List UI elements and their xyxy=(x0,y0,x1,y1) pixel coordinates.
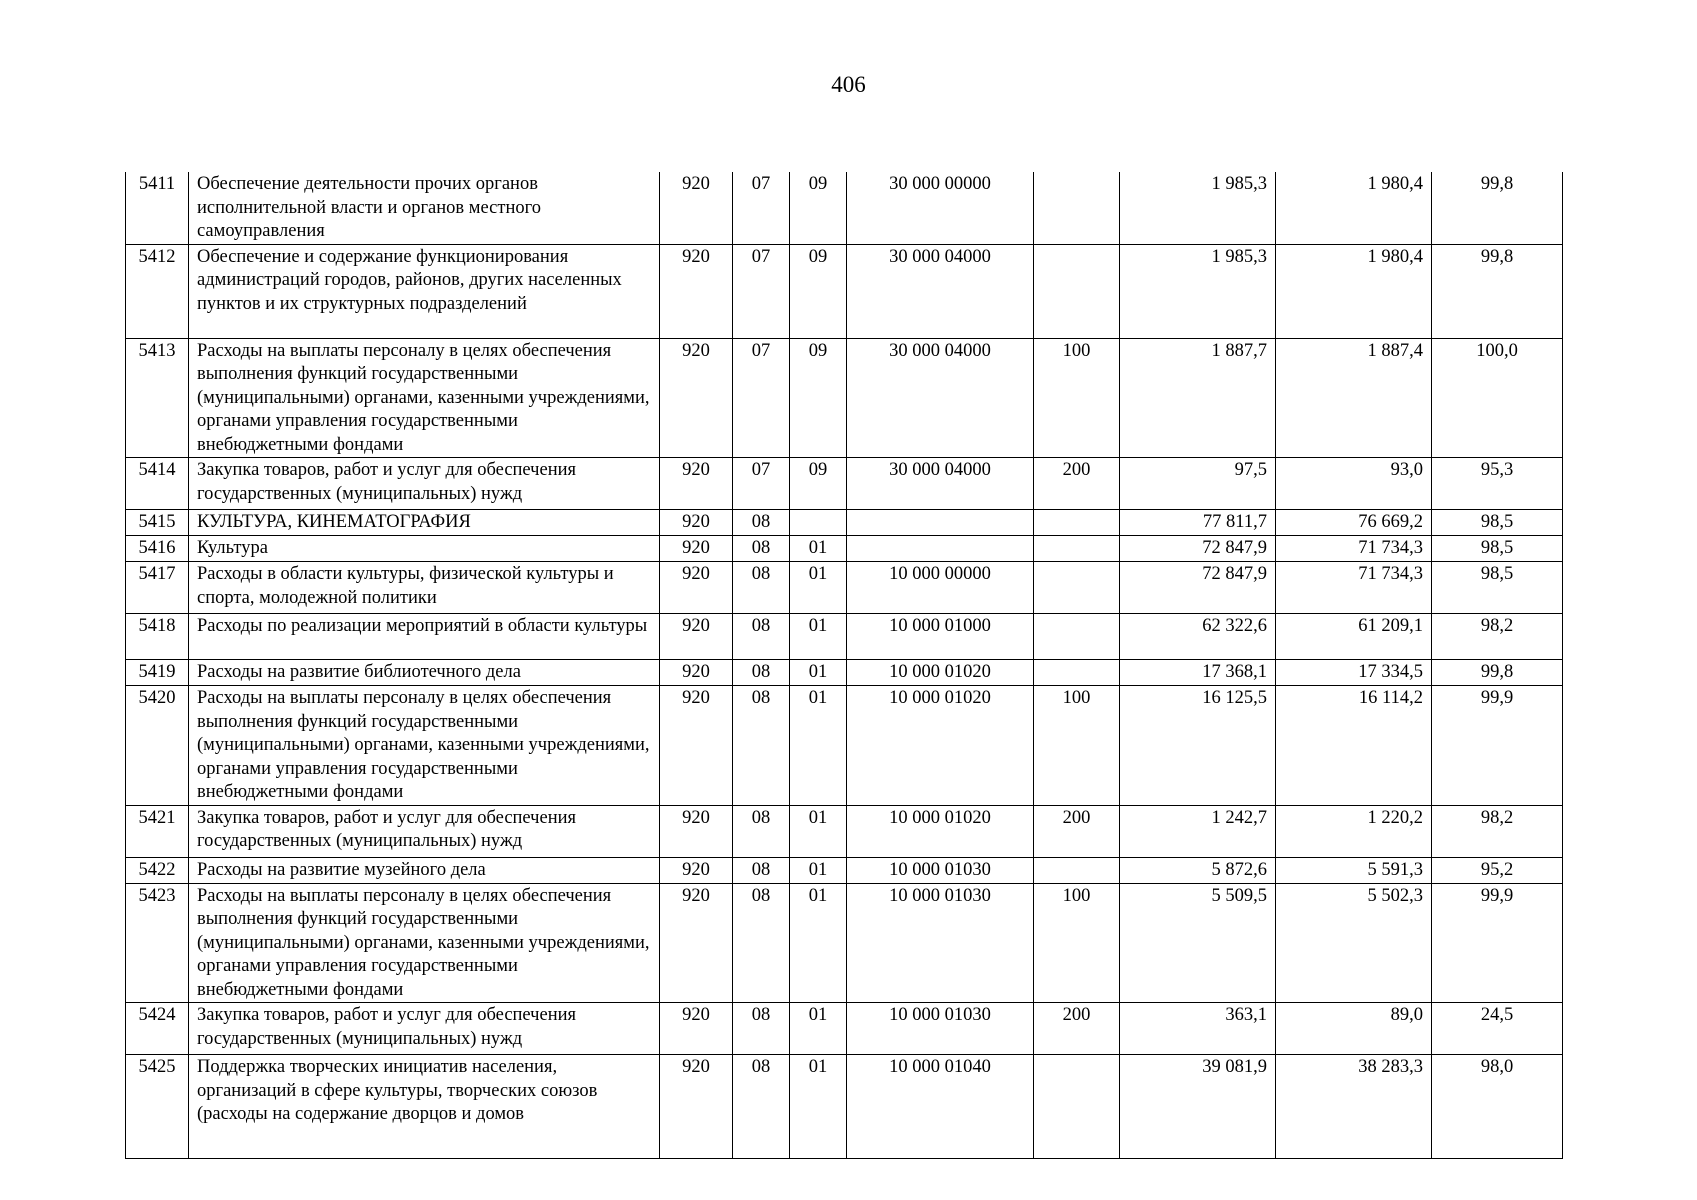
planned-amount-cell: 5 509,5 xyxy=(1120,883,1276,1003)
actual-amount-cell: 5 591,3 xyxy=(1276,857,1432,883)
section-code-cell: 07 xyxy=(733,458,790,510)
admin-code-cell: 920 xyxy=(660,857,733,883)
execution-percent-cell: 99,8 xyxy=(1432,172,1563,244)
section-code-cell: 07 xyxy=(733,338,790,458)
admin-code-cell: 920 xyxy=(660,805,733,857)
subsection-code-cell: 01 xyxy=(790,805,847,857)
section-code-cell: 08 xyxy=(733,1003,790,1055)
row-number-cell: 5412 xyxy=(126,244,189,338)
subsection-code-cell: 09 xyxy=(790,458,847,510)
section-code-cell: 08 xyxy=(733,614,790,660)
table-row xyxy=(126,458,1563,510)
expense-name-cell: Поддержка творческих инициатив населения, организаций в сфере культуры, творческих союзов (расходы на содержание дворцов и домов xyxy=(189,1055,660,1159)
expense-name-cell: Расходы на выплаты персоналу в целях обеспечения выполнения функций государственными (муниципальными) органами, казенными учреждениями, органами управления государственными внебюджетными фондами xyxy=(189,883,660,1003)
row-number-cell: 5421 xyxy=(126,805,189,857)
target-item-cell: 30 000 00000 xyxy=(847,172,1034,244)
table-row xyxy=(126,660,1563,686)
expense-name-cell: КУЛЬТУРА, КИНЕМАТОГРАФИЯ xyxy=(189,510,660,536)
planned-amount-cell: 1 985,3 xyxy=(1120,172,1276,244)
section-code-cell: 08 xyxy=(733,536,790,562)
row-number-cell: 5415 xyxy=(126,510,189,536)
execution-percent-cell: 24,5 xyxy=(1432,1003,1563,1055)
expense-type-cell xyxy=(1034,510,1120,536)
expense-name-cell: Расходы на выплаты персоналу в целях обеспечения выполнения функций государственными (муниципальными) органами, казенными учреждениями, органами управления государственными внебюджетными фондами xyxy=(189,686,660,806)
section-code-cell: 08 xyxy=(733,883,790,1003)
subsection-code-cell: 01 xyxy=(790,660,847,686)
planned-amount-cell: 39 081,9 xyxy=(1120,1055,1276,1159)
table-row xyxy=(126,338,1563,458)
section-code-cell: 08 xyxy=(733,805,790,857)
section-code-cell: 08 xyxy=(733,1055,790,1159)
actual-amount-cell: 16 114,2 xyxy=(1276,686,1432,806)
planned-amount-cell: 17 368,1 xyxy=(1120,660,1276,686)
table-row xyxy=(126,883,1563,1003)
admin-code-cell: 920 xyxy=(660,686,733,806)
expense-type-cell: 200 xyxy=(1034,458,1120,510)
actual-amount-cell: 76 669,2 xyxy=(1276,510,1432,536)
table-row xyxy=(126,562,1563,614)
planned-amount-cell: 72 847,9 xyxy=(1120,536,1276,562)
expense-name-cell: Обеспечение деятельности прочих органов исполнительной власти и органов местного самоуправления xyxy=(189,172,660,244)
expense-name-cell: Закупка товаров, работ и услуг для обеспечения государственных (муниципальных) нужд xyxy=(189,1003,660,1055)
execution-percent-cell: 100,0 xyxy=(1432,338,1563,458)
admin-code-cell: 920 xyxy=(660,660,733,686)
actual-amount-cell: 71 734,3 xyxy=(1276,562,1432,614)
table-row xyxy=(126,857,1563,883)
subsection-code-cell: 09 xyxy=(790,172,847,244)
admin-code-cell: 920 xyxy=(660,536,733,562)
row-number-cell: 5425 xyxy=(126,1055,189,1159)
execution-percent-cell: 95,2 xyxy=(1432,857,1563,883)
subsection-code-cell: 01 xyxy=(790,614,847,660)
table-row xyxy=(126,510,1563,536)
budget-table xyxy=(125,172,1563,1159)
target-item-cell: 10 000 01020 xyxy=(847,660,1034,686)
planned-amount-cell: 97,5 xyxy=(1120,458,1276,510)
expense-type-cell: 100 xyxy=(1034,883,1120,1003)
expense-type-cell xyxy=(1034,614,1120,660)
table-row xyxy=(126,1055,1563,1159)
table-row xyxy=(126,1003,1563,1055)
subsection-code-cell: 01 xyxy=(790,857,847,883)
table-row xyxy=(126,172,1563,244)
subsection-code-cell: 01 xyxy=(790,562,847,614)
expense-name-cell: Закупка товаров, работ и услуг для обеспечения государственных (муниципальных) нужд xyxy=(189,805,660,857)
subsection-code-cell: 01 xyxy=(790,883,847,1003)
admin-code-cell: 920 xyxy=(660,562,733,614)
section-code-cell: 08 xyxy=(733,686,790,806)
expense-name-cell: Расходы в области культуры, физической культуры и спорта, молодежной политики xyxy=(189,562,660,614)
actual-amount-cell: 1 887,4 xyxy=(1276,338,1432,458)
actual-amount-cell: 71 734,3 xyxy=(1276,536,1432,562)
planned-amount-cell: 72 847,9 xyxy=(1120,562,1276,614)
target-item-cell: 30 000 04000 xyxy=(847,244,1034,338)
admin-code-cell: 920 xyxy=(660,614,733,660)
execution-percent-cell: 98,5 xyxy=(1432,510,1563,536)
page-number: 406 xyxy=(831,72,866,97)
admin-code-cell: 920 xyxy=(660,244,733,338)
row-number-cell: 5424 xyxy=(126,1003,189,1055)
row-number-cell: 5419 xyxy=(126,660,189,686)
planned-amount-cell: 1 887,7 xyxy=(1120,338,1276,458)
subsection-code-cell: 01 xyxy=(790,536,847,562)
execution-percent-cell: 99,8 xyxy=(1432,660,1563,686)
section-code-cell: 08 xyxy=(733,660,790,686)
execution-percent-cell: 98,0 xyxy=(1432,1055,1563,1159)
expense-type-cell xyxy=(1034,1055,1120,1159)
table-row xyxy=(126,536,1563,562)
table-row xyxy=(126,614,1563,660)
admin-code-cell: 920 xyxy=(660,338,733,458)
target-item-cell: 30 000 04000 xyxy=(847,458,1034,510)
target-item-cell: 10 000 01020 xyxy=(847,686,1034,806)
subsection-code-cell: 09 xyxy=(790,244,847,338)
target-item-cell: 10 000 01040 xyxy=(847,1055,1034,1159)
actual-amount-cell: 38 283,3 xyxy=(1276,1055,1432,1159)
expense-name-cell: Обеспечение и содержание функционирования администраций городов, районов, других населенных пунктов и их структурных подразделений xyxy=(189,244,660,338)
actual-amount-cell: 1 980,4 xyxy=(1276,172,1432,244)
planned-amount-cell: 5 872,6 xyxy=(1120,857,1276,883)
table-body xyxy=(126,172,1563,1159)
section-code-cell: 08 xyxy=(733,562,790,614)
admin-code-cell: 920 xyxy=(660,883,733,1003)
execution-percent-cell: 99,9 xyxy=(1432,686,1563,806)
row-number-cell: 5411 xyxy=(126,172,189,244)
actual-amount-cell: 17 334,5 xyxy=(1276,660,1432,686)
row-number-cell: 5420 xyxy=(126,686,189,806)
section-code-cell: 08 xyxy=(733,857,790,883)
planned-amount-cell: 363,1 xyxy=(1120,1003,1276,1055)
expense-type-cell xyxy=(1034,562,1120,614)
planned-amount-cell: 1 985,3 xyxy=(1120,244,1276,338)
target-item-cell: 10 000 01020 xyxy=(847,805,1034,857)
row-number-cell: 5417 xyxy=(126,562,189,614)
actual-amount-cell: 1 220,2 xyxy=(1276,805,1432,857)
execution-percent-cell: 98,2 xyxy=(1432,614,1563,660)
subsection-code-cell: 01 xyxy=(790,1055,847,1159)
expense-type-cell xyxy=(1034,660,1120,686)
expense-name-cell: Расходы на развитие библиотечного дела xyxy=(189,660,660,686)
target-item-cell: 10 000 01030 xyxy=(847,883,1034,1003)
row-number-cell: 5422 xyxy=(126,857,189,883)
planned-amount-cell: 77 811,7 xyxy=(1120,510,1276,536)
subsection-code-cell xyxy=(790,510,847,536)
expense-type-cell: 200 xyxy=(1034,1003,1120,1055)
expense-name-cell: Закупка товаров, работ и услуг для обеспечения государственных (муниципальных) нужд xyxy=(189,458,660,510)
target-item-cell xyxy=(847,536,1034,562)
admin-code-cell: 920 xyxy=(660,1003,733,1055)
expense-type-cell: 100 xyxy=(1034,686,1120,806)
row-number-cell: 5414 xyxy=(126,458,189,510)
subsection-code-cell: 01 xyxy=(790,686,847,806)
expense-name-cell: Расходы на выплаты персоналу в целях обеспечения выполнения функций государственными (муниципальными) органами, казенными учреждениями, органами управления государственными внебюджетными фондами xyxy=(189,338,660,458)
execution-percent-cell: 98,2 xyxy=(1432,805,1563,857)
admin-code-cell: 920 xyxy=(660,1055,733,1159)
target-item-cell: 10 000 00000 xyxy=(847,562,1034,614)
table-row xyxy=(126,805,1563,857)
execution-percent-cell: 99,8 xyxy=(1432,244,1563,338)
target-item-cell: 10 000 01030 xyxy=(847,857,1034,883)
subsection-code-cell: 09 xyxy=(790,338,847,458)
table-row xyxy=(126,244,1563,338)
execution-percent-cell: 99,9 xyxy=(1432,883,1563,1003)
row-number-cell: 5423 xyxy=(126,883,189,1003)
actual-amount-cell: 1 980,4 xyxy=(1276,244,1432,338)
expense-type-cell: 200 xyxy=(1034,805,1120,857)
expense-type-cell xyxy=(1034,857,1120,883)
expense-name-cell: Культура xyxy=(189,536,660,562)
admin-code-cell: 920 xyxy=(660,172,733,244)
target-item-cell: 30 000 04000 xyxy=(847,338,1034,458)
section-code-cell: 07 xyxy=(733,172,790,244)
admin-code-cell: 920 xyxy=(660,510,733,536)
planned-amount-cell: 16 125,5 xyxy=(1120,686,1276,806)
subsection-code-cell: 01 xyxy=(790,1003,847,1055)
expense-name-cell: Расходы на развитие музейного дела xyxy=(189,857,660,883)
actual-amount-cell: 93,0 xyxy=(1276,458,1432,510)
execution-percent-cell: 95,3 xyxy=(1432,458,1563,510)
planned-amount-cell: 62 322,6 xyxy=(1120,614,1276,660)
expense-type-cell xyxy=(1034,244,1120,338)
actual-amount-cell: 61 209,1 xyxy=(1276,614,1432,660)
row-number-cell: 5416 xyxy=(126,536,189,562)
target-item-cell: 10 000 01000 xyxy=(847,614,1034,660)
actual-amount-cell: 89,0 xyxy=(1276,1003,1432,1055)
admin-code-cell: 920 xyxy=(660,458,733,510)
expense-type-cell xyxy=(1034,172,1120,244)
execution-percent-cell: 98,5 xyxy=(1432,536,1563,562)
table-row xyxy=(126,686,1563,806)
expense-type-cell xyxy=(1034,536,1120,562)
section-code-cell: 07 xyxy=(733,244,790,338)
target-item-cell xyxy=(847,510,1034,536)
row-number-cell: 5413 xyxy=(126,338,189,458)
row-number-cell: 5418 xyxy=(126,614,189,660)
actual-amount-cell: 5 502,3 xyxy=(1276,883,1432,1003)
target-item-cell: 10 000 01030 xyxy=(847,1003,1034,1055)
expense-name-cell: Расходы по реализации мероприятий в области культуры xyxy=(189,614,660,660)
section-code-cell: 08 xyxy=(733,510,790,536)
expense-type-cell: 100 xyxy=(1034,338,1120,458)
execution-percent-cell: 98,5 xyxy=(1432,562,1563,614)
planned-amount-cell: 1 242,7 xyxy=(1120,805,1276,857)
